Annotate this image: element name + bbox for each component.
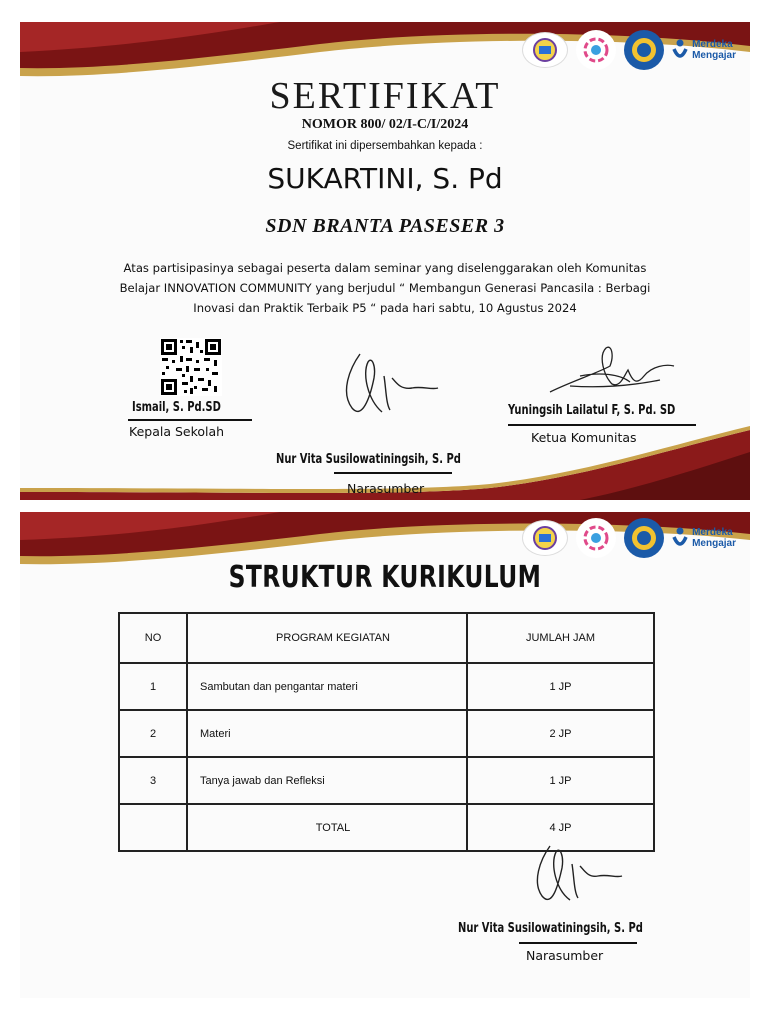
speaker-signature-line [519, 942, 637, 944]
certificate-page [20, 22, 750, 500]
innovation-community-logo [576, 518, 616, 558]
kemendikbud-logo [624, 30, 664, 70]
speaker-name: Nur Vita Susilowatiningsih, S. Pd [458, 920, 643, 936]
description-line: Inovasi dan Praktik Terbaik P5 “ pada hari sabtu, 10 Agustus 2024 [193, 301, 577, 315]
certificate-title: SERTIFIKAT [269, 75, 501, 117]
cell-jam: 2 JP [467, 710, 654, 757]
merdeka-text: Merdeka [692, 527, 733, 538]
kemendikbud-logo [624, 518, 664, 558]
cell-program: Materi [187, 710, 467, 757]
partner-logos [522, 518, 736, 558]
table-header-row [119, 613, 654, 663]
cell-total-jam: 4 JP [467, 804, 654, 851]
innovation-community-logo [576, 30, 616, 70]
mengajar-text: Mengajar [692, 538, 736, 549]
table-row [119, 757, 654, 804]
principal-role: Kepala Sekolah [129, 424, 225, 439]
column-header-program: PROGRAM KEGIATAN [187, 613, 467, 663]
certificate-description [70, 258, 700, 318]
curriculum-page [20, 512, 750, 998]
merdeka-mengajar-logo [672, 32, 736, 68]
description-line: Belajar INNOVATION COMMUNITY yang berjudul “ Membangun Generasi Pancasila : Berbagi [119, 281, 651, 295]
merdeka-mengajar-logo [672, 520, 736, 556]
table-row [119, 710, 654, 757]
merdeka-text: Merdeka [692, 39, 733, 50]
description-line: Atas partisipasinya sebagai peserta dalam seminar yang diselenggarakan oleh Komunitas [123, 261, 647, 275]
cell-no: 2 [119, 710, 187, 757]
cell-program: Sambutan dan pengantar materi [187, 663, 467, 710]
recipient-school: SDN BRANTA PASESER 3 [265, 215, 505, 237]
merdeka-mengajar-icon [672, 527, 688, 549]
community-logo [522, 520, 568, 556]
mengajar-text: Mengajar [692, 50, 736, 61]
recipient-name: SUKARTINI, S. Pd [267, 162, 503, 195]
cell-no: 1 [119, 663, 187, 710]
principal-name: Ismail, S. Pd.SD [132, 399, 221, 415]
cell-empty [119, 804, 187, 851]
presented-to-label: Sertifikat ini dipersembahkan kepada : [287, 140, 483, 152]
speaker-role: Narasumber [347, 481, 425, 496]
certificate-number: NOMOR 800/ 02/I-C/I/2024 [301, 117, 469, 132]
speaker-signature [524, 838, 624, 918]
community-logo [522, 32, 568, 68]
chair-name: Yuningsih Lailatul F, S. Pd. SD [508, 402, 676, 418]
cell-no: 3 [119, 757, 187, 804]
cell-jam: 1 JP [467, 663, 654, 710]
cell-program: Tanya jawab dan Refleksi [187, 757, 467, 804]
speaker-signature-line [334, 472, 452, 474]
chair-signature-line [508, 424, 696, 426]
qr-code [160, 338, 222, 396]
cell-jam: 1 JP [467, 757, 654, 804]
partner-logos [522, 30, 736, 70]
table-row [119, 663, 654, 710]
merdeka-mengajar-icon [672, 39, 688, 61]
cell-total-label: TOTAL [187, 804, 467, 851]
chair-signature [540, 336, 680, 400]
speaker-signature [332, 348, 442, 432]
column-header-no: NO [119, 613, 187, 663]
speaker-role: Narasumber [526, 948, 604, 963]
curriculum-table [118, 612, 655, 852]
speaker-name: Nur Vita Susilowatiningsih, S. Pd [276, 451, 461, 467]
curriculum-title: STRUKTUR KURIKULUM [228, 560, 542, 595]
chair-role: Ketua Komunitas [531, 430, 637, 445]
column-header-jam: JUMLAH JAM [467, 613, 654, 663]
principal-signature-line [128, 419, 252, 421]
